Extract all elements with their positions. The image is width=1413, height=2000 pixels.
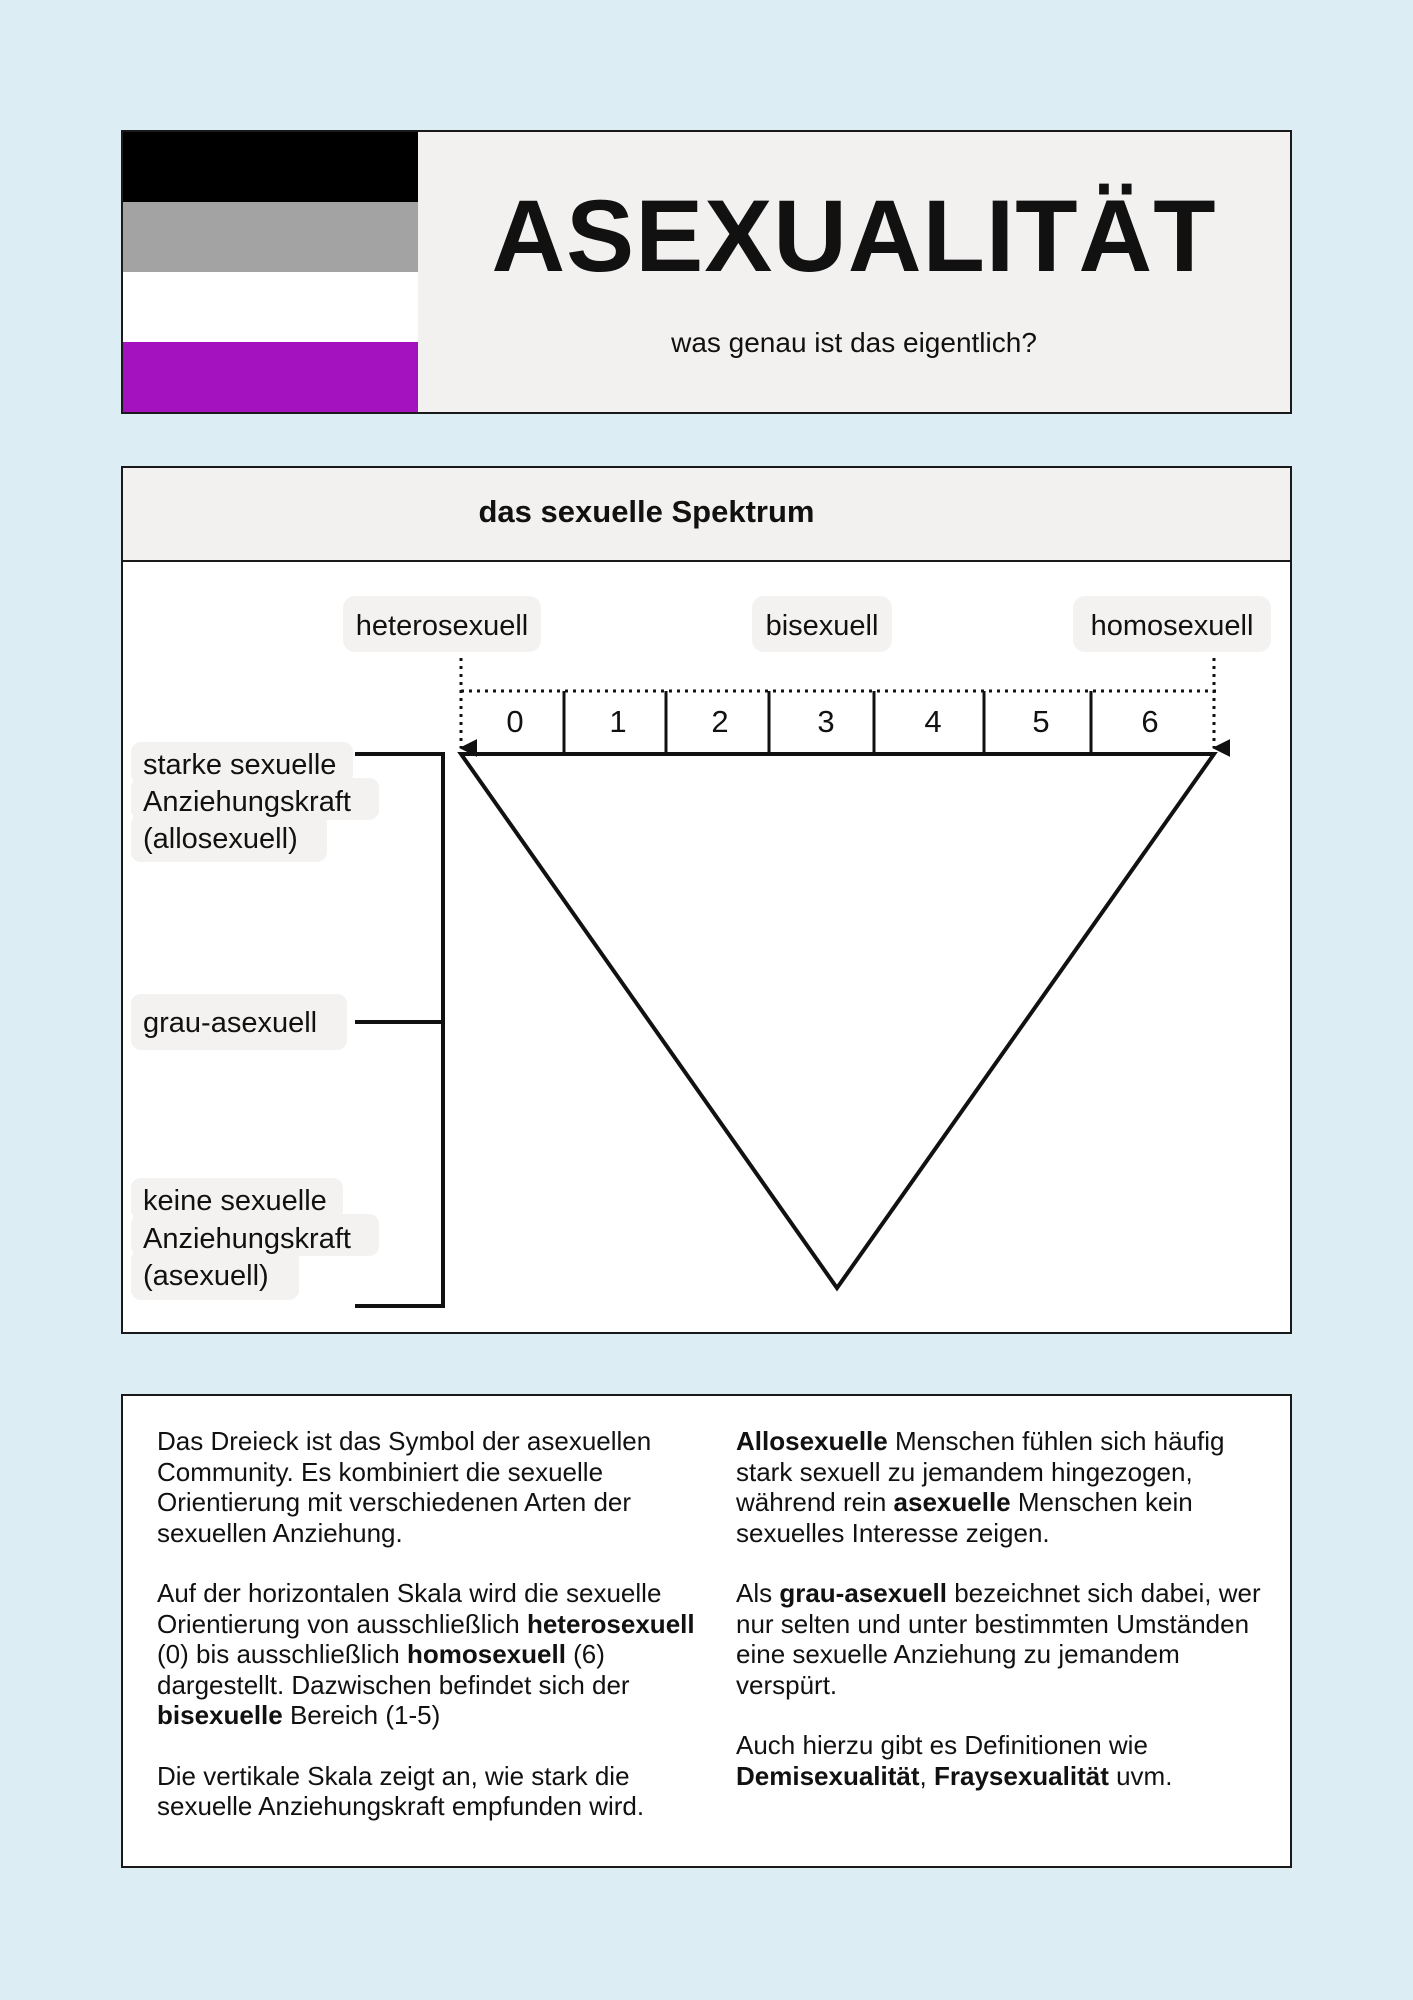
explanation-paragraph xyxy=(157,1426,697,1548)
scale-number-1: 1 xyxy=(609,704,627,739)
text-run: (0) bis ausschließlich xyxy=(157,1639,407,1669)
text-run: Menschen kein sexuelles Interesse zeigen. xyxy=(736,1487,1193,1548)
page-subtitle: was genau ist das eigentlich? xyxy=(671,327,1037,358)
text-run: uvm. xyxy=(1108,1760,1173,1791)
bold-term: Fraysexualität xyxy=(933,1760,1109,1791)
text-run: Das Dreieck ist das Symbol der asexuellen Community. Es kombiniert die sexuelle Orientierung mit verschiedenen Arten der sexuellen Anziehung. xyxy=(157,1426,652,1548)
label-grau-asexuell: grau-asexuell xyxy=(143,1007,318,1039)
label-homosexuell: homosexuell xyxy=(1090,610,1254,642)
explanation-right-column xyxy=(736,1426,1276,1821)
text-run: bezeichnet sich dabei, wer nur selten und unter bestimmten Umständen eine sexuelle Anziehung zu jemandem verspürt. xyxy=(736,1578,1261,1700)
explanation-paragraph xyxy=(736,1426,1276,1548)
text-run: Auch hierzu gibt es Definitionen wie xyxy=(736,1730,1148,1760)
scale-number-3: 3 xyxy=(817,704,835,739)
label-none-line3: (asexuell) xyxy=(143,1260,269,1292)
scale-number-6: 6 xyxy=(1141,704,1159,739)
text-run: Menschen fühlen sich häufig stark sexuell zu jemandem hingezogen, während rein xyxy=(736,1426,1225,1517)
explanation-panel xyxy=(121,1394,1292,1868)
bold-term: asexuelle xyxy=(893,1487,1011,1517)
spectrum-panel xyxy=(121,466,1292,1334)
text-run: , xyxy=(919,1760,934,1791)
asexual-flag xyxy=(123,132,418,412)
text-run: Als xyxy=(736,1578,780,1608)
flag-stripe-grey xyxy=(123,202,418,272)
label-strong-line2: Anziehungskraft xyxy=(143,786,351,818)
spectrum-diagram xyxy=(123,562,1290,1332)
flag-stripe-purple xyxy=(123,342,418,412)
spectrum-title: das sexuelle Spektrum xyxy=(478,494,815,529)
scale-number-0: 0 xyxy=(506,704,524,739)
text-run: Bereich (1-5) xyxy=(282,1700,441,1730)
label-none-line1: keine sexuelle xyxy=(143,1185,327,1217)
page-title: ASEXUALITÄT xyxy=(491,179,1217,293)
explanation-paragraph xyxy=(157,1761,697,1822)
text-run: Auf der horizontalen Skala wird die sexuelle Orientierung von ausschließlich xyxy=(157,1578,662,1639)
asexual-triangle xyxy=(461,754,1214,1288)
scale-number-5: 5 xyxy=(1032,704,1050,739)
explanation-left-column xyxy=(157,1426,697,1852)
bold-term: bisexuelle xyxy=(157,1700,283,1730)
flag-stripe-black xyxy=(123,132,418,202)
bold-term: heterosexuell xyxy=(526,1608,695,1639)
bold-term: Allosexuelle xyxy=(736,1426,888,1456)
explanation-paragraph xyxy=(736,1730,1276,1791)
explanation-paragraph xyxy=(736,1578,1276,1700)
bold-term: Demisexualität xyxy=(736,1760,920,1791)
explanation-paragraph xyxy=(157,1578,697,1731)
text-run: (6) dargestellt. Dazwischen befindet sich der xyxy=(157,1639,630,1700)
label-heterosexuell: heterosexuell xyxy=(355,610,529,642)
label-none-line2: Anziehungskraft xyxy=(143,1223,351,1255)
scale-number-2: 2 xyxy=(711,704,729,739)
bold-term: grau-asexuell xyxy=(779,1578,947,1608)
label-strong-line3: (allosexuell) xyxy=(143,823,298,855)
header-panel xyxy=(121,130,1292,414)
scale-number-4: 4 xyxy=(924,704,942,739)
label-bisexuell: bisexuell xyxy=(765,610,879,642)
label-strong-line1: starke sexuelle xyxy=(143,749,337,781)
flag-stripe-white xyxy=(123,272,418,342)
spectrum-header xyxy=(123,468,1290,562)
text-run: Die vertikale Skala zeigt an, wie stark die sexuelle Anziehungskraft empfunden wird. xyxy=(157,1760,645,1821)
bold-term: homosexuell xyxy=(406,1639,566,1669)
